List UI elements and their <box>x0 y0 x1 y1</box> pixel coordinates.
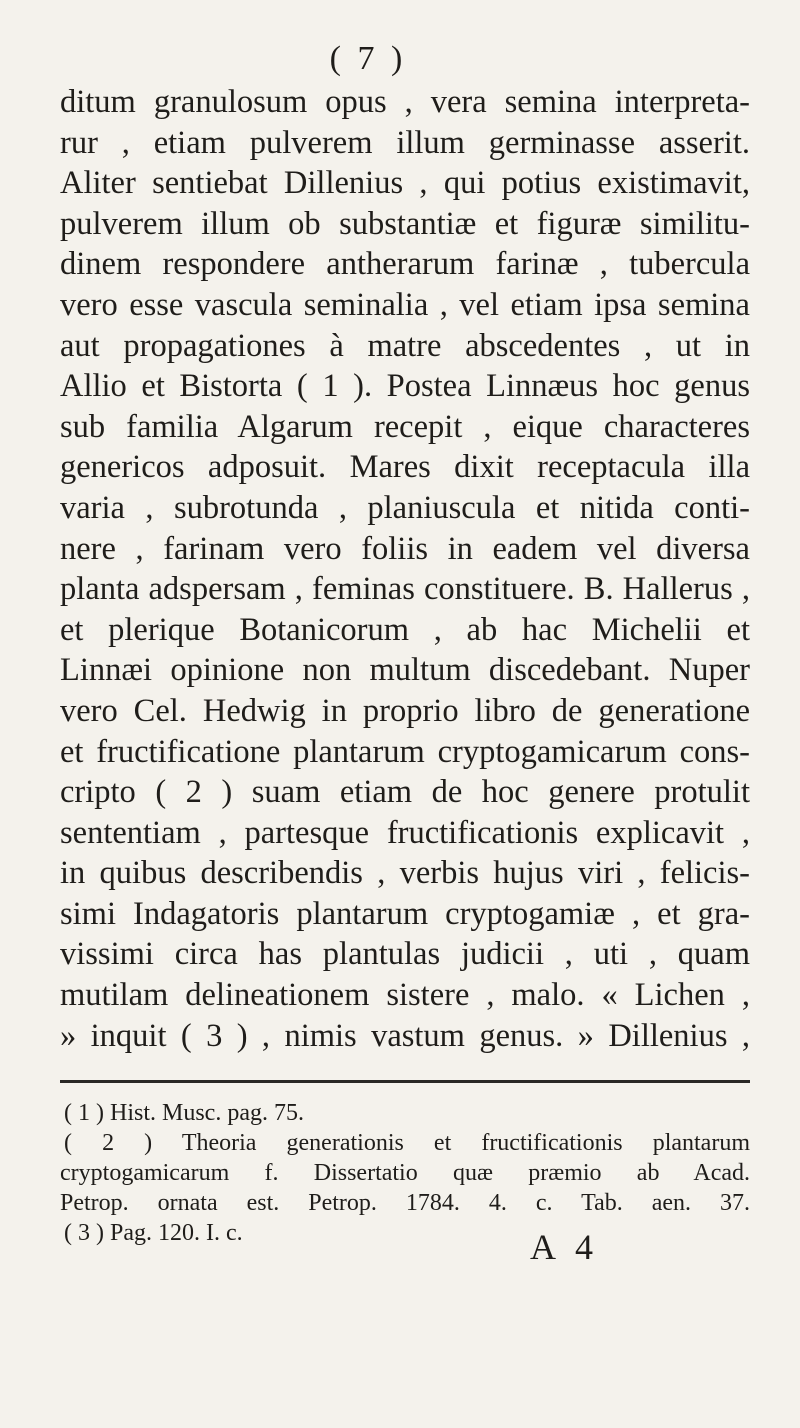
text-line: vero esse vascula seminalia , vel etiam ipsa semina <box>60 286 750 323</box>
footnote-2: ( 2 ) Theoria generationis et fructificationis plantarum <box>64 1130 750 1156</box>
page-number: ( 7 ) <box>329 40 407 77</box>
text-line: simi Indagatoris plantarum cryptogamiæ , et gra- <box>60 895 750 932</box>
body-text <box>60 82 750 1056</box>
text-line: ditum granulosum opus , vera semina interpreta- <box>60 84 750 120</box>
text-line: planta adspersam , feminas constituere. B. Hallerus , <box>60 571 750 608</box>
text-line: rur , etiam pulverem illum germinasse asserit. <box>60 124 750 161</box>
text-line: Allio et Bistorta ( 1 ). Postea Linnæus hoc genus <box>60 368 750 405</box>
footnote-2-continued: Petrop. ornata est. Petrop. 1784. 4. c. Tab. aen. 37. <box>60 1190 750 1216</box>
text-line: genericos adposuit. Mares dixit receptacula illa <box>60 449 750 486</box>
text-line: vissimi circa has plantulas judicii , uti , quam <box>60 936 750 973</box>
text-line: aut propagationes à matre abscedentes , ut in <box>60 327 750 364</box>
text-line: nere , farinam vero foliis in eadem vel diversa <box>60 530 750 567</box>
footnote-3: ( 3 ) Pag. 120. I. c. <box>64 1220 243 1246</box>
text-line: » inquit ( 3 ) , nimis vastum genus. » Dillenius , <box>60 1017 750 1054</box>
footnotes <box>60 1098 750 1248</box>
text-line: cripto ( 2 ) suam etiam de hoc genere protulit <box>60 774 750 811</box>
signature-mark: A 4 <box>530 1227 600 1267</box>
footnote-2-continued: cryptogamicarum f. Dissertatio quæ præmio ab Acad. <box>60 1160 750 1186</box>
text-line: varia , subrotunda , planiuscula et nitida conti- <box>60 489 750 526</box>
text-line: Linnæi opinione non multum discedebant. Nuper <box>60 652 750 689</box>
text-line: in quibus describendis , verbis hujus viri , felicis- <box>60 855 750 892</box>
footnote-1: ( 1 ) Hist. Musc. pag. 75. <box>64 1100 304 1126</box>
text-line: Aliter sentiebat Dillenius , qui potius existimavit, <box>60 165 750 202</box>
text-line: et plerique Botanicorum , ab hac Michelii et <box>60 611 750 648</box>
text-line: vero Cel. Hedwig in proprio libro de generatione <box>60 692 750 729</box>
text-line: pulverem illum ob substantiæ et figuræ similitu- <box>60 205 750 242</box>
footnote-divider <box>60 1080 750 1083</box>
text-line: sub familia Algarum recepit , eique characteres <box>60 408 750 445</box>
text-line: mutilam delineationem sistere , malo. « Lichen , <box>60 977 750 1014</box>
text-line: sententiam , partesque fructificationis explicavit , <box>60 814 750 851</box>
text-line: et fructificatione plantarum cryptogamicarum cons- <box>60 733 750 770</box>
text-line: dinem respondere antherarum farinæ , tubercula <box>60 246 750 283</box>
